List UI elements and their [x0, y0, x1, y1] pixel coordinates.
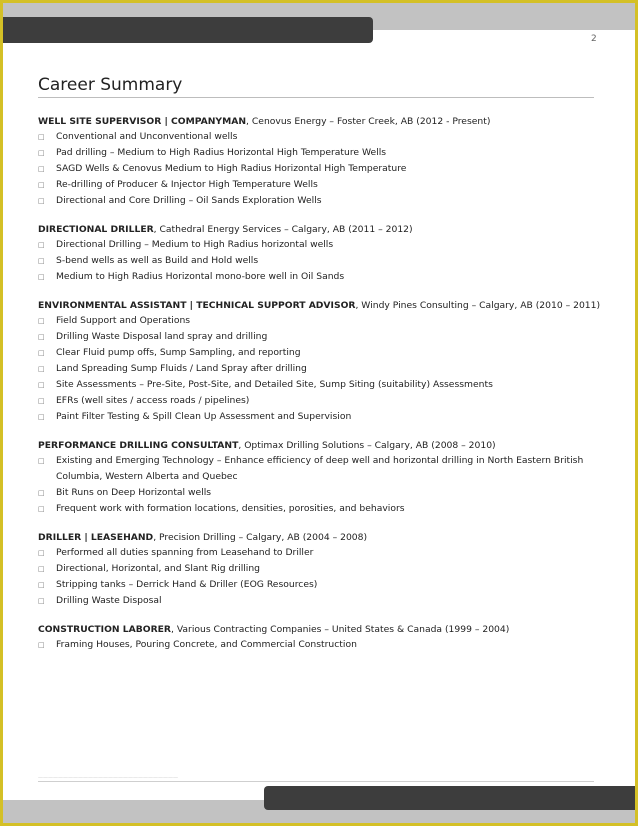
duty-item	[38, 269, 598, 285]
duty-text: Framing Houses, Pouring Concrete, and Commercial Construction	[56, 639, 357, 650]
square-bullet-icon: □	[38, 381, 45, 389]
duty-text: Site Assessments – Pre-Site, Post-Site, and Detailed Site, Sump Siting (suitability) Assessments	[56, 379, 493, 390]
duty-text: Existing and Emerging Technology – Enhance efficiency of deep well and horizontal drilling in North Eastern British Columbia, Western Alberta and Quebec	[56, 455, 584, 482]
duty-item	[38, 313, 598, 329]
career-section	[38, 223, 598, 285]
duty-text: Clear Fluid pump offs, Sump Sampling, and reporting	[56, 347, 301, 358]
job-heading	[38, 223, 598, 237]
job-role: PERFORMANCE DRILLING CONSULTANT	[38, 440, 239, 451]
square-bullet-icon: □	[38, 565, 45, 573]
square-bullet-icon: □	[38, 505, 45, 513]
job-role: DRILLER | LEASEHAND	[38, 532, 154, 543]
duty-text: Medium to High Radius Horizontal mono-bore well in Oil Sands	[56, 271, 345, 282]
header-dark-bar	[3, 17, 373, 43]
resume-page	[3, 3, 635, 823]
square-bullet-icon: □	[38, 241, 45, 249]
duty-item	[38, 393, 598, 409]
square-bullet-icon: □	[38, 457, 45, 465]
duty-item	[38, 545, 598, 561]
duty-text: Field Support and Operations	[56, 315, 191, 326]
duty-text: Conventional and Unconventional wells	[56, 131, 238, 142]
duty-item	[38, 377, 598, 393]
square-bullet-icon: □	[38, 397, 45, 405]
duty-item	[38, 577, 598, 593]
duty-item	[38, 237, 598, 253]
duty-item	[38, 177, 598, 193]
square-bullet-icon: □	[38, 413, 45, 421]
square-bullet-icon: □	[38, 181, 45, 189]
square-bullet-icon: □	[38, 257, 45, 265]
duty-item	[38, 145, 598, 161]
duty-item	[38, 485, 598, 501]
square-bullet-icon: □	[38, 133, 45, 141]
duty-item	[38, 593, 598, 609]
duty-text: Directional, Horizontal, and Slant Rig drilling	[56, 563, 261, 574]
square-bullet-icon: □	[38, 273, 45, 281]
duty-list	[38, 637, 598, 653]
job-details: , Cathedral Energy Services – Calgary, AB (2011 – 2012)	[153, 224, 413, 235]
duty-item	[38, 193, 598, 209]
job-details: , Various Contracting Companies – United States & Canada (1999 – 2004)	[171, 624, 510, 635]
duty-item	[38, 329, 598, 345]
career-section	[38, 623, 598, 653]
duty-item	[38, 409, 598, 425]
job-role: DIRECTIONAL DRILLER	[38, 224, 154, 235]
job-role: CONSTRUCTION LABORER	[38, 624, 171, 635]
duty-text: SAGD Wells & Cenovus Medium to High Radius Horizontal High Temperature	[56, 163, 407, 174]
duty-text: Directional and Core Drilling – Oil Sands Exploration Wells	[56, 195, 322, 206]
square-bullet-icon: □	[38, 549, 45, 557]
duty-item	[38, 637, 598, 653]
duty-list	[38, 129, 598, 209]
duty-list	[38, 313, 598, 425]
duty-text: Paint Filter Testing & Spill Clean Up Assessment and Supervision	[56, 411, 352, 422]
duty-text: EFRs (well sites / access roads / pipelines)	[56, 395, 250, 406]
job-details: , Optimax Drilling Solutions – Calgary, AB (2008 – 2010)	[238, 440, 496, 451]
square-bullet-icon: □	[38, 333, 45, 341]
duty-item	[38, 501, 598, 517]
square-bullet-icon: □	[38, 349, 45, 357]
duty-item	[38, 561, 598, 577]
career-section	[38, 299, 601, 425]
duty-text: Land Spreading Sump Fluids / Land Spray after drilling	[56, 363, 307, 374]
career-section	[38, 531, 598, 609]
square-bullet-icon: □	[38, 165, 45, 173]
square-bullet-icon: □	[38, 581, 45, 589]
duty-item	[38, 361, 598, 377]
duty-item	[38, 161, 598, 177]
job-details: , Precision Drilling – Calgary, AB (2004 – 2008)	[153, 532, 368, 543]
job-heading	[38, 299, 601, 313]
duty-list	[38, 237, 598, 285]
title-divider	[38, 97, 594, 98]
duty-text: Drilling Waste Disposal land spray and drilling	[56, 331, 268, 342]
footer-note: ————————————————————————————	[38, 775, 178, 781]
square-bullet-icon: □	[38, 149, 45, 157]
duty-text: Frequent work with formation locations, densities, porosities, and behaviors	[56, 503, 405, 514]
job-heading	[38, 439, 598, 453]
duty-list	[38, 545, 598, 609]
career-sections	[38, 115, 601, 667]
square-bullet-icon: □	[38, 597, 45, 605]
career-section	[38, 439, 598, 517]
job-heading	[38, 623, 598, 637]
job-role: WELL SITE SUPERVISOR | COMPANYMAN	[38, 116, 247, 127]
job-details: , Windy Pines Consulting – Calgary, AB (2010 – 2011)	[355, 300, 601, 311]
square-bullet-icon: □	[38, 641, 45, 649]
duty-text: Drilling Waste Disposal	[56, 595, 162, 606]
job-heading	[38, 115, 598, 129]
duty-text: S-bend wells as well as Build and Hold wells	[56, 255, 259, 266]
duty-list	[38, 453, 598, 517]
square-bullet-icon: □	[38, 197, 45, 205]
footer-dark-bar	[264, 786, 635, 810]
duty-text: Re-drilling of Producer & Injector High Temperature Wells	[56, 179, 318, 190]
duty-item	[38, 253, 598, 269]
duty-text: Pad drilling – Medium to High Radius Horizontal High Temperature Wells	[56, 147, 387, 158]
duty-item	[38, 129, 598, 145]
job-heading	[38, 531, 598, 545]
page-number: 2	[591, 34, 597, 44]
duty-text: Stripping tanks – Derrick Hand & Driller (EOG Resources)	[56, 579, 318, 590]
job-role: ENVIRONMENTAL ASSISTANT | TECHNICAL SUPPORT ADVISOR	[38, 300, 356, 311]
duty-text: Directional Drilling – Medium to High Radius horizontal wells	[56, 239, 334, 250]
square-bullet-icon: □	[38, 489, 45, 497]
duty-text: Performed all duties spanning from Leasehand to Driller	[56, 547, 314, 558]
career-section	[38, 115, 598, 209]
square-bullet-icon: □	[38, 317, 45, 325]
duty-item	[38, 345, 598, 361]
square-bullet-icon: □	[38, 365, 45, 373]
duty-item	[38, 453, 598, 485]
page-title: Career Summary	[38, 75, 183, 95]
footer-divider	[38, 781, 594, 782]
job-details: , Cenovus Energy – Foster Creek, AB (2012 - Present)	[246, 116, 491, 127]
duty-text: Bit Runs on Deep Horizontal wells	[56, 487, 212, 498]
